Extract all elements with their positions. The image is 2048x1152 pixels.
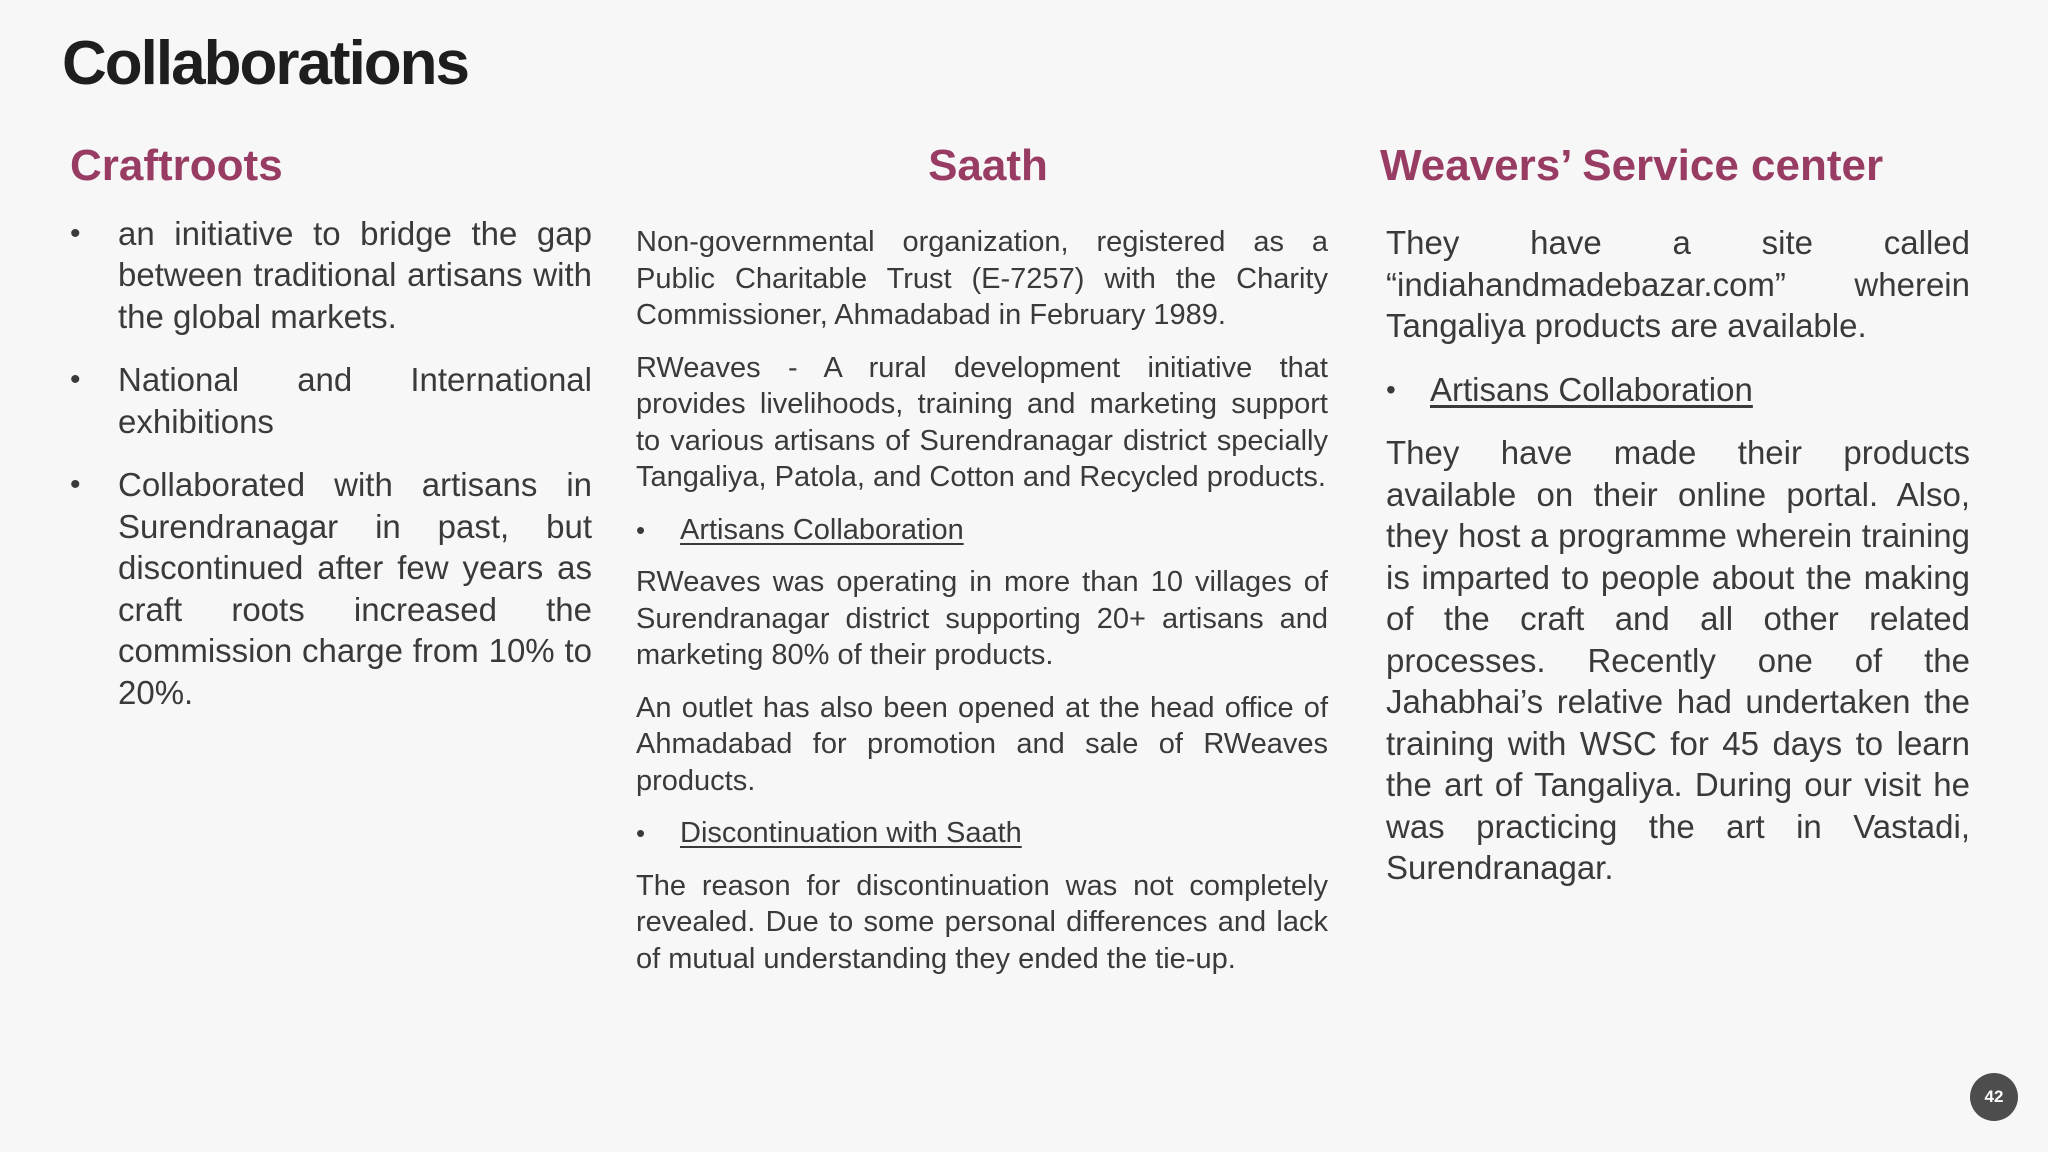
- bullet-icon: •: [636, 818, 646, 848]
- bullet-text: Collaborated with artisans in Surendranagar in past, but discontinued after few years as craft roots increased the commission charge from 10% to 20%.: [118, 466, 592, 711]
- wsc-body: [1386, 222, 1970, 911]
- bullet-icon: •: [636, 514, 646, 545]
- bullet-text: an initiative to bridge the gap between traditional artisans with the global markets.: [118, 214, 592, 335]
- saath-paragraph: RWeaves - A rural development initiative that provides livelihoods, training and marketing support to various artisans of Surendranagar district specially Tangaliya, Patola, and Cotton and Recycled products.: [636, 351, 1328, 493]
- discontinuation-subheading: Discontinuation with Saath: [680, 817, 1022, 849]
- saath-sub-bullet: [636, 512, 1328, 549]
- artisans-collaboration-subheading: Artisans Collaboration: [680, 513, 964, 546]
- wsc-paragraph: They have a site called “indiahandmadebazar.com” wherein Tangaliya products are available.: [1386, 224, 1970, 344]
- bullet-text: National and International exhibitions: [118, 361, 592, 440]
- wsc-column: [1380, 140, 1970, 886]
- slide-title: Collaborations: [62, 29, 469, 98]
- wsc-paragraph: They have made their products available on their online portal. Also, they host a programme wherein training is imparted to people about the making of the craft and all other related processes. Recently one of the Jahabhai’s relative had undertaken the training with WSC for 45 days to learn the art of Tangaliya. During our visit he was practicing the art in Vastadi, Surendranagar.: [1386, 434, 1970, 886]
- artisans-collaboration-subheading: Artisans Collaboration: [1430, 370, 1753, 408]
- list-item: [70, 213, 592, 338]
- saath-column: [636, 140, 1328, 975]
- craftroots-bullet-list: [70, 213, 592, 714]
- craftroots-heading: Craftroots: [70, 141, 283, 190]
- saath-paragraph: The reason for discontinuation was not completely revealed. Due to some personal differences and lack of mutual understanding they ended the tie-up.: [636, 869, 1328, 975]
- bullet-icon: •: [70, 363, 81, 397]
- saath-paragraph: RWeaves was operating in more than 10 villages of Surendranagar district supporting 20+ artisans and marketing 80% of their products.: [636, 566, 1328, 671]
- wsc-heading: Weavers’ Service center: [1380, 141, 1884, 190]
- bullet-icon: •: [70, 216, 81, 250]
- saath-sub-bullet: [636, 815, 1328, 852]
- craftroots-column: [70, 140, 592, 735]
- bullet-icon: •: [70, 468, 81, 502]
- list-item: [70, 464, 592, 713]
- bullet-icon: •: [1386, 373, 1396, 405]
- saath-paragraph: Non-governmental organization, registered as a Public Charitable Trust (E-7257) with the Charity Commissioner, Ahmadabad in February 1989.: [636, 226, 1328, 331]
- saath-body: [636, 224, 1328, 993]
- list-item: [70, 359, 592, 442]
- page-number-badge: 42: [1970, 1073, 2018, 1121]
- wsc-sub-bullet: [1386, 369, 1970, 411]
- saath-paragraph: An outlet has also been opened at the head office of Ahmadabad for promotion and sale of RWeaves products.: [636, 691, 1328, 797]
- saath-heading: Saath: [928, 141, 1048, 190]
